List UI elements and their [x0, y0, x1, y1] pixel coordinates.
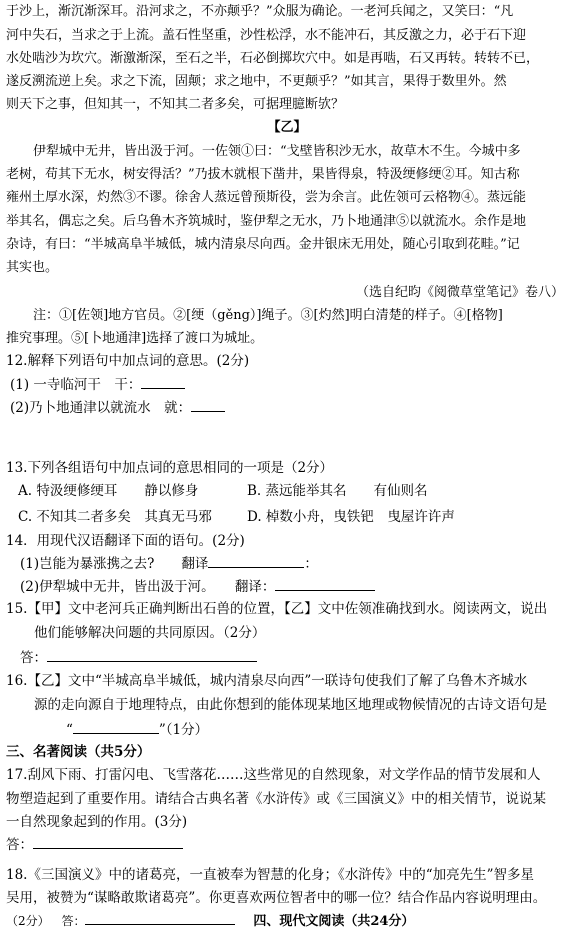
- q14-item2: (2)伊犁城中无井，皆出汲于河。 翻译：: [20, 577, 375, 596]
- q12-stem: 12.解释下列语句中加点词的意思。(2分): [6, 353, 250, 369]
- q17-line: 一自然现象起到的作用。(3分): [6, 814, 188, 830]
- passage-b-line: 其实也。: [6, 260, 59, 275]
- q13-option-b[interactable]: B. 蒸远能举其名 有仙则名: [247, 483, 428, 499]
- q14-stem: 14．用现代汉语翻译下面的语句。(2分): [6, 533, 245, 549]
- q16-answer-line: “ ”（1分）: [66, 722, 209, 738]
- passage-a-line: 于沙上，渐沉渐深耳。沿河求之，不亦颠乎？”众服为确论。一老河兵闻之，又笑曰：“凡: [6, 4, 514, 19]
- passage-b-line: 伊犁城中无井，皆出汲于河。一佐领①曰：“戈壁皆积沙无水，故草木不生。今城中多: [33, 144, 521, 159]
- q15-answer-blank[interactable]: [47, 648, 257, 662]
- notes-line: 推究事理。⑤[卜地通津]选择了渡口为城址。: [6, 331, 264, 346]
- q15-answer: 答：: [20, 648, 257, 667]
- q17-answer: 答：: [6, 835, 183, 854]
- q18-line: （2分） 答： 四、现代文阅读（共24分）: [6, 911, 414, 931]
- q18-line: 18.《三国演义》中的诸葛亮，一直被奉为智慧的化身；《水浒传》中的“加亮先生”智多星: [6, 867, 535, 883]
- q12-item1: (1) 一寺临河干 干：: [10, 375, 185, 394]
- q14-item1: (1)岂能为暴涨携之去? 翻译 ：: [20, 556, 318, 572]
- q17-line: 17.刮风下雨、打雷闪电、飞雪落花……这些常见的自然现象，对文学作品的情节发展和人: [6, 767, 541, 783]
- section-3-heading: 三、名著阅读（共5分）: [6, 744, 151, 760]
- source-citation: （选自纪昀《阅微草堂笔记》卷八）: [355, 285, 564, 300]
- q18-answer-blank[interactable]: [85, 911, 235, 925]
- passage-a-line: 河中失石，当求之于上流。盖石性坚重，沙性松浮，水不能冲石，其反激之力，必于石下迎: [6, 28, 527, 43]
- passage-b-line: 杂诗，有曰：“半城高阜半城低，城内清泉尽向西。金井银床无用处，随心引取到花畦。”记: [6, 237, 520, 252]
- q16-line: 源的走向源自于地理特点，由此你想到的能体现某地区地理或物候情况的古诗文语句是: [34, 697, 547, 713]
- q13-option-d[interactable]: D. 棹数小舟，曳铁钯 曳屋许许声: [247, 509, 455, 525]
- passage-b-line: 雍州土厚水深，灼然③不谬。徐舍人蒸远曾预斯役，尝为余言。此佐领可云格物④。蒸远能: [6, 190, 527, 205]
- q14-answer-blank-2[interactable]: [275, 577, 375, 591]
- q18-line: 吴用，被赞为“谋略敢欺诸葛亮”。你更喜欢两位智者中的哪一位？结合作品内容说明理由。: [6, 890, 547, 906]
- section-4-heading: 四、现代文阅读（共24分）: [253, 914, 415, 929]
- section-b-title: 【乙】: [267, 120, 307, 135]
- passage-a-line: 则天下之事，但知其一，不知其二者多矣，可据理臆断欤？: [6, 97, 345, 112]
- passage-a-line: 遂反溯流逆上矣。求之下流，固颠；求之地中，不更颠乎？”如其言，果得于数里外。然: [6, 74, 507, 89]
- passage-b-line: 老树，苟其下无水，树安得活？”乃拔木就根下凿井，果皆得泉，特汲绠修绠②耳。知古称: [6, 167, 520, 182]
- q13-option-c[interactable]: C. 不知其二者多矣 其真无马邪: [18, 509, 212, 525]
- q16-line: 16.【乙】文中“半城高阜半城低，城内清泉尽向西”一联诗句使我们了解了乌鲁木齐城水: [6, 673, 528, 689]
- q14-answer-blank-1[interactable]: [208, 554, 304, 568]
- q12-answer-blank-1[interactable]: [141, 375, 185, 389]
- q12-answer-blank-2[interactable]: [191, 398, 225, 412]
- q12-item2: (2)乃卜地通津以就流水 就：: [10, 398, 225, 417]
- q15-line: 他们能够解决问题的共同原因。（2分）: [34, 625, 266, 641]
- q13-option-a[interactable]: A. 特汲绠修绠耳 静以修身: [18, 483, 199, 499]
- passage-a-line: 水处啮沙为坎穴。渐激渐深，至石之半，石必倒掷坎穴中。如是再啮，石又再转。转转不已，: [6, 51, 540, 66]
- passage-b-line: 举其名，偶忘之矣。后乌鲁木齐筑城时，鉴伊犁之无水，乃卜地通津⑤以就流水。余作是地: [6, 214, 527, 229]
- q17-answer-blank[interactable]: [33, 835, 183, 849]
- q16-answer-blank[interactable]: [73, 720, 159, 734]
- q17-line: 物塑造起到了重要作用。请结合古典名著《水浒传》或《三国演义》中的相关情节，说说某: [6, 791, 546, 807]
- notes-line: 注：①[佐领]地方官员。②[绠（gěng）]绳子。③[灼然]明白清楚的样子。④[格物]: [33, 308, 503, 323]
- q15-line: 15.【甲】文中老河兵正确判断出石兽的位置，【乙】文中佐领准确找到水。阅读两文，说出: [6, 601, 548, 617]
- q13-stem: 13.下列各组语句中加点词的意思相同的一项是（2分）: [6, 460, 334, 476]
